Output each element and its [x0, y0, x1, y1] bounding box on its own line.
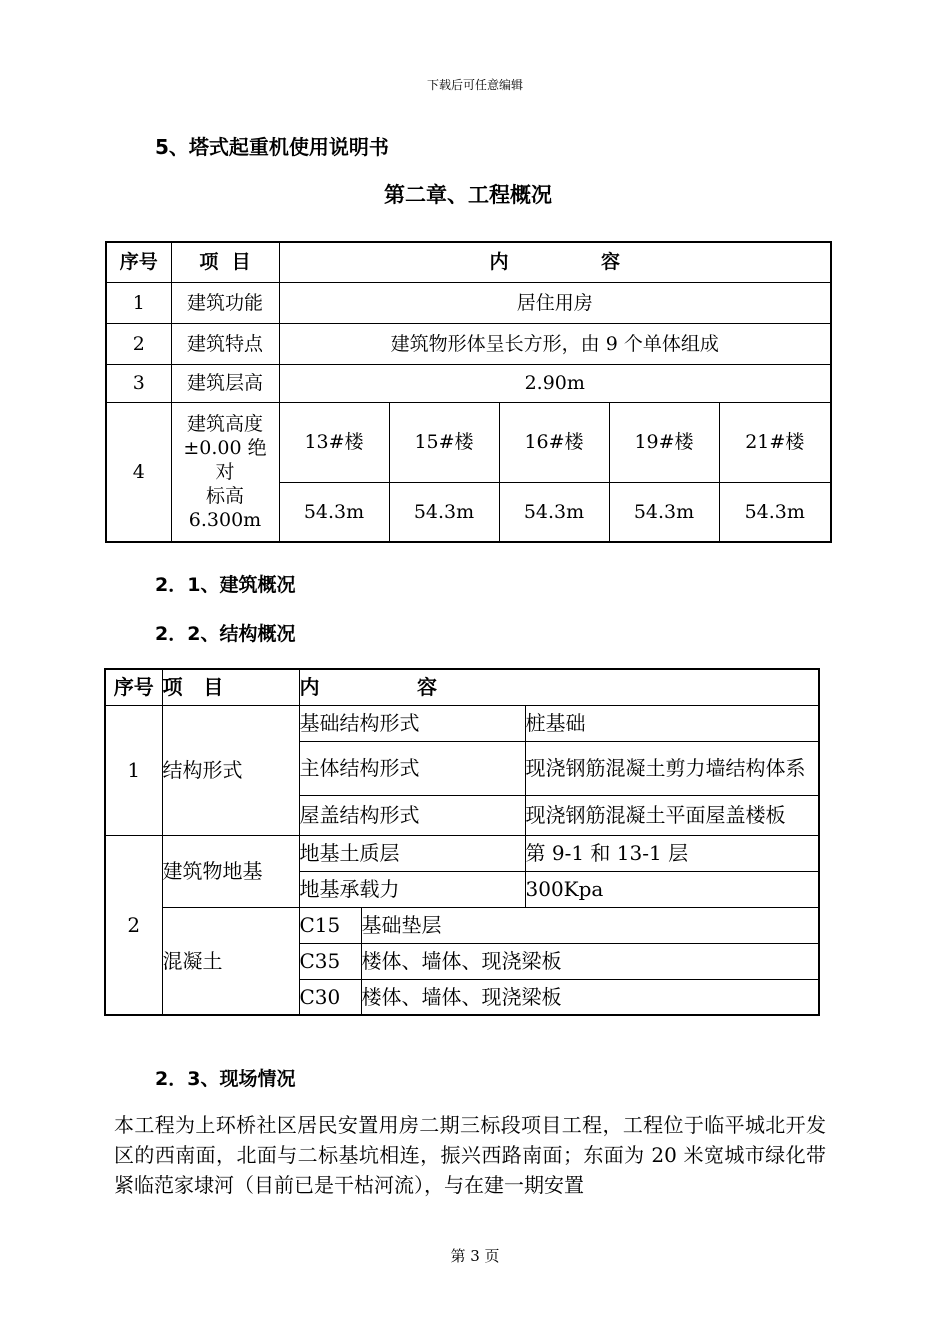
- row-item-height: [171, 402, 279, 542]
- cell-key: 地基土质层: [299, 835, 525, 871]
- cell-key: C30: [299, 979, 361, 1015]
- header-content: 内 容: [279, 242, 831, 282]
- structure-overview-table: [104, 668, 820, 1016]
- row-item: 建筑功能: [171, 282, 279, 323]
- cell-value: 300Kpa: [525, 871, 819, 907]
- table-row: [105, 705, 819, 741]
- item-line: 6.300m: [188, 508, 262, 531]
- cell-value: 基础垫层: [361, 907, 819, 943]
- cell-value: 桩基础: [525, 705, 819, 741]
- header-no: 序号: [106, 242, 171, 282]
- building-height: 54.3m: [279, 482, 389, 542]
- row-content: 居住用房: [279, 282, 831, 323]
- row-no: 1: [106, 282, 171, 323]
- cell-value: 第 9-1 和 13-1 层: [525, 835, 819, 871]
- table-row: [106, 323, 831, 364]
- cell-key: 地基承载力: [299, 871, 525, 907]
- group-item: 建筑物地基: [162, 835, 299, 907]
- table-row: [105, 835, 819, 871]
- building-height: 54.3m: [609, 482, 719, 542]
- table-header-row: [105, 669, 819, 705]
- chapter-title: 第二章、工程概况: [384, 183, 552, 207]
- page-header-note: 下载后可任意编辑: [426, 78, 523, 92]
- header-content: 内 容: [299, 669, 819, 705]
- header-item: 项 目: [171, 242, 279, 282]
- section-2-3-title: 2．3、现场情况: [155, 1068, 296, 1090]
- section-2-1-title: 2．1、建筑概况: [155, 574, 296, 596]
- cell-value: 现浇钢筋混凝土剪力墙结构体系: [525, 741, 819, 795]
- row-content: 建筑物形体呈长方形，由 9 个单体组成: [279, 323, 831, 364]
- table-row: [106, 402, 831, 482]
- cell-value: 现浇钢筋混凝土平面屋盖楼板: [525, 795, 819, 835]
- cell-key: 屋盖结构形式: [299, 795, 525, 835]
- item-line: 对: [215, 460, 235, 483]
- building-height: 54.3m: [499, 482, 609, 542]
- header-no: 序号: [105, 669, 162, 705]
- cell-value: 楼体、墙体、现浇梁板: [361, 979, 819, 1015]
- building-height: 54.3m: [719, 482, 831, 542]
- building-height: 54.3m: [389, 482, 499, 542]
- building-label: 16#楼: [499, 402, 609, 482]
- item-line: 标高: [205, 484, 244, 507]
- table-row: [106, 282, 831, 323]
- group-item: 结构形式: [162, 705, 299, 835]
- cell-key: C35: [299, 943, 361, 979]
- building-label: 19#楼: [609, 402, 719, 482]
- row-item: 建筑层高: [171, 364, 279, 402]
- row-item: 建筑特点: [171, 323, 279, 364]
- cell-key: 主体结构形式: [299, 741, 525, 795]
- cell-key: 基础结构形式: [299, 705, 525, 741]
- building-label: 15#楼: [389, 402, 499, 482]
- table-header-row: [106, 242, 831, 282]
- item-line: 建筑高度: [186, 412, 263, 435]
- item-line: ±0.00 绝: [183, 436, 267, 459]
- building-label: 21#楼: [719, 402, 831, 482]
- site-description-paragraph: 本工程为上环桥社区居民安置用房二期三标段项目工程，工程位于临平城北开发区的西南面，北面与二标基坑相连，振兴西路南面；东面为 20 米宽城市绿化带紧临范家埭河（目前已是干枯河流），与在建一期安置: [114, 1113, 826, 1197]
- cell-value: 楼体、墙体、现浇梁板: [361, 943, 819, 979]
- page-number: 第 3 页: [450, 1247, 500, 1265]
- row-no: 2: [106, 323, 171, 364]
- row-no: 4: [106, 402, 171, 542]
- project-overview-table: [105, 241, 832, 543]
- section-2-2-title: 2．2、结构概况: [155, 623, 296, 645]
- cell-key: C15: [299, 907, 361, 943]
- row-no: 3: [106, 364, 171, 402]
- group-no: 2: [105, 835, 162, 1015]
- section-5-title: 5、塔式起重机使用说明书: [155, 135, 389, 159]
- table-row: [106, 364, 831, 402]
- header-item: 项 目: [162, 669, 299, 705]
- group-item: 混凝土: [162, 907, 299, 1015]
- row-content: 2.90m: [279, 364, 831, 402]
- group-no: 1: [105, 705, 162, 835]
- table-row: [105, 907, 819, 943]
- building-label: 13#楼: [279, 402, 389, 482]
